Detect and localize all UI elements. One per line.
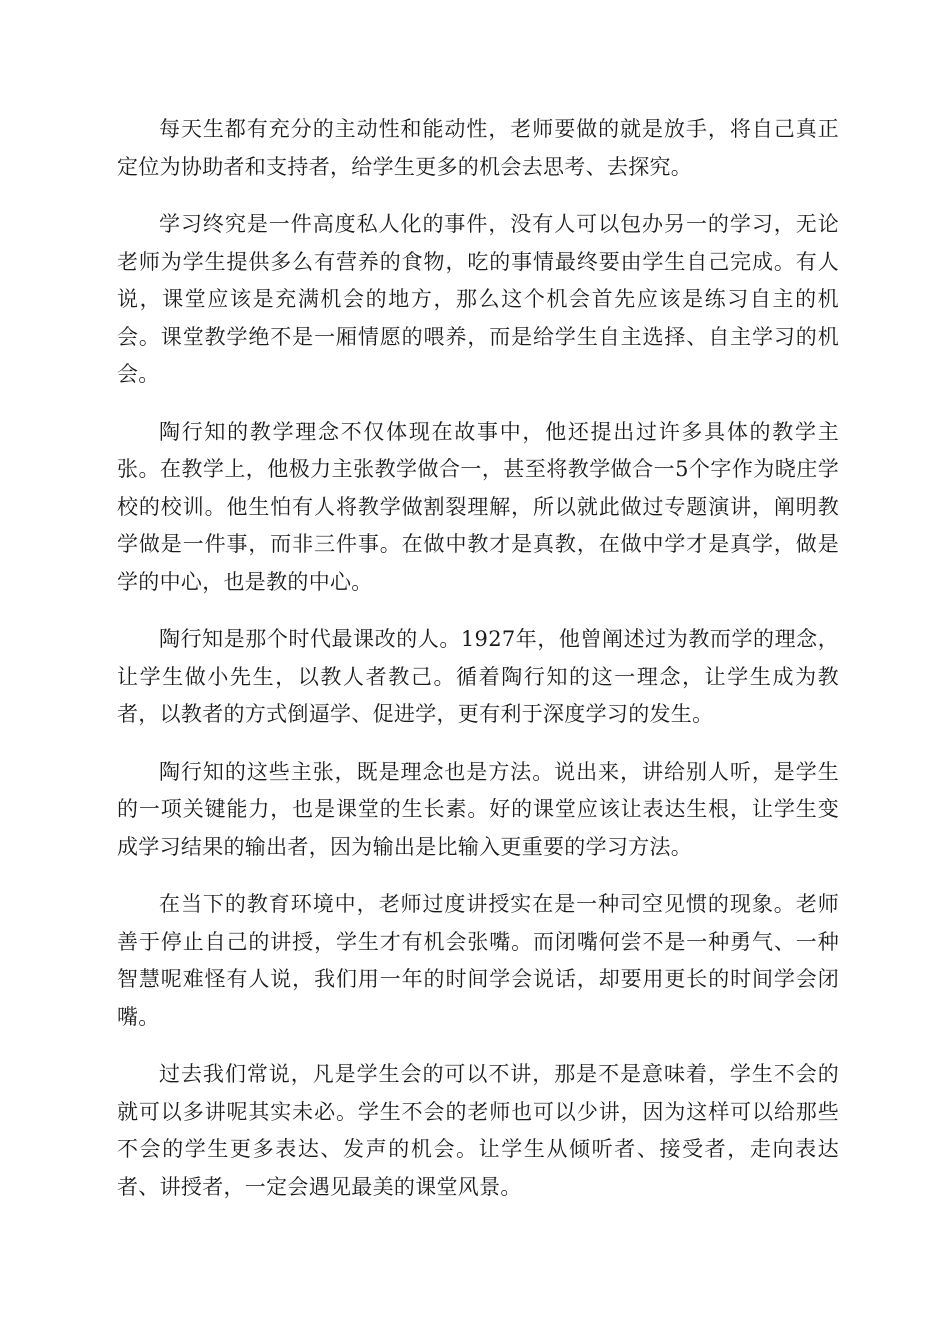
paragraph: 每天生都有充分的主动性和能动性，老师要做的就是放手，将自己真正定位为协助者和支持者，给学生更多的机会去思考、去探究。 (117, 117, 839, 179)
document-body (117, 111, 839, 1226)
paragraph: 陶行知的教学理念不仅体现在故事中，他还提出过许多具体的教学主张。在教学上，他极力主张教学做合一，甚至将教学做合一5个字作为晓庄学校的校训。他生怕有人将教学做割裂理解，所以就此做过专题演讲，阐明教学做是一件事，而非三件事。在做中教才是真教，在做中学才是真学，做是学的中心，也是教的中心。 (117, 419, 839, 594)
paragraph: 陶行知是那个时代最课改的人。1927年，他曾阐述过为教而学的理念，让学生做小先生，以教人者教己。循着陶行知的这一理念，让学生成为教者，以教者的方式倒逼学、促进学，更有利于深度学习的发生。 (117, 627, 839, 726)
paragraph: 过去我们常说，凡是学生会的可以不讲，那是不是意味着，学生不会的就可以多讲呢其实未必。学生不会的老师也可以少讲，因为这样可以给那些不会的学生更多表达、发声的机会。让学生从倾听者、接受者，走向表达者、讲授者，一定会遇见最美的课堂风景。 (117, 1062, 839, 1199)
paragraph: 陶行知的这些主张，既是理念也是方法。说出来，讲给别人听，是学生的一项关键能力，也是课堂的生长素。好的课堂应该让表达生根，让学生变成学习结果的输出者，因为输出是比输入更重要的学习方法。 (117, 759, 839, 859)
paragraph: 学习终究是一件高度私人化的事件，没有人可以包办另一的学习，无论老师为学生提供多么有营养的食物，吃的事情最终要由学生自己完成。有人说，课堂应该是充满机会的地方，那么这个机会首先应该是练习自主的机会。课堂教学绝不是一厢情愿的喂养，而是给学生自主选择、自主学习的机会。 (117, 212, 839, 386)
paragraph: 在当下的教育环境中，老师过度讲授实在是一种司空见惯的现象。老师善于停止自己的讲授，学生才有机会张嘴。而闭嘴何尝不是一种勇气、一种智慧呢难怪有人说，我们用一年的时间学会说话，却要用更长的时间学会闭嘴。 (117, 892, 839, 1029)
